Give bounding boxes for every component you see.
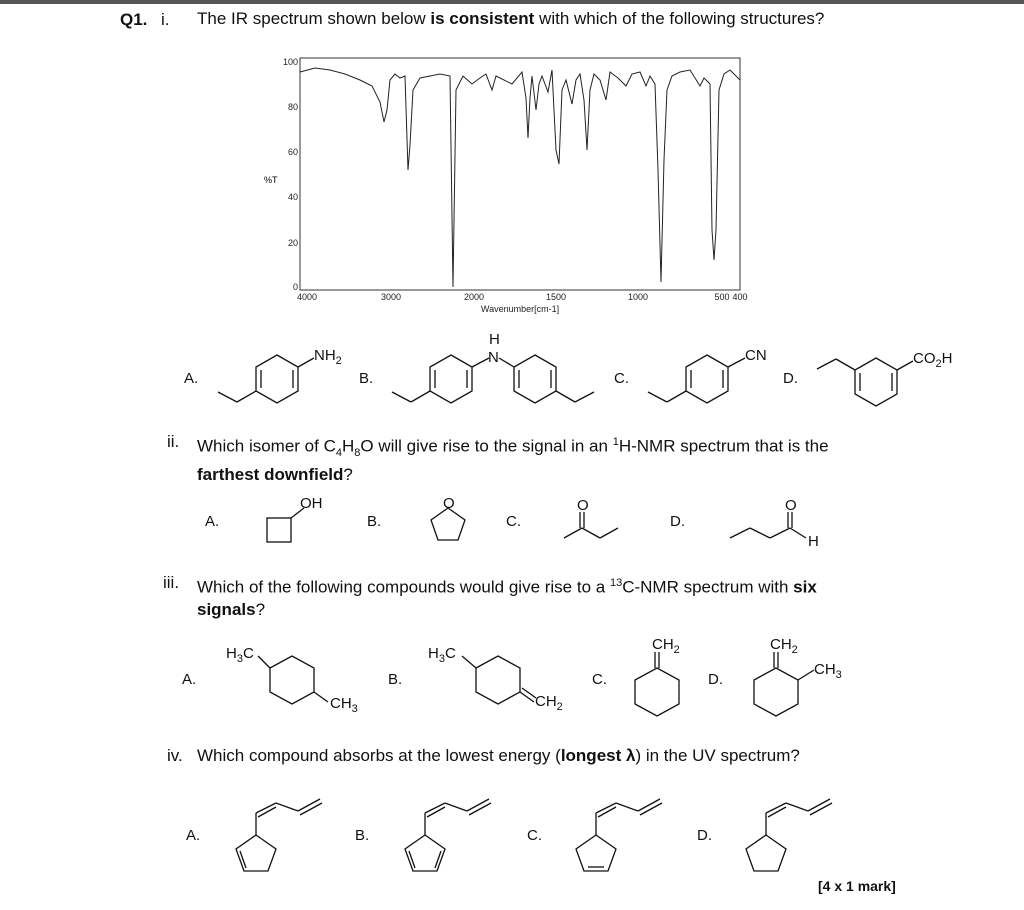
ir-x-tick: 400	[732, 292, 748, 302]
structure-a-cyclopentenyl-diene	[236, 799, 322, 871]
q2-option-c[interactable]: C.	[506, 513, 521, 530]
q1-option-d[interactable]: D.	[783, 370, 798, 387]
subquestion-i-number: i.	[161, 10, 170, 29]
structure-methylene-ethylcyclohexane	[754, 652, 814, 716]
structure-c-benzonitrile	[648, 355, 745, 403]
q3-option-a[interactable]: A.	[182, 671, 197, 688]
subquestion-ii-text: Which isomer of $C_4H_8O$ will give rise to the signal in an $^1$H-NMR spectrum that is the farthest downfield?	[197, 436, 829, 485]
structure-methylenecyclohexane-methyl	[462, 656, 536, 704]
subquestion-ii-number: ii.	[167, 432, 180, 451]
ir-spectrum	[260, 50, 750, 320]
ir-plot-frame	[300, 58, 740, 290]
label-h-aldehyde: H	[808, 533, 819, 550]
structure-a-benzene-amine	[218, 355, 314, 403]
label-nh2: $NH_2$	[314, 347, 342, 367]
q4-option-a[interactable]: A.	[186, 827, 201, 844]
ir-y-tick: 100	[282, 57, 298, 67]
ir-x-tick: 1500	[545, 292, 567, 302]
structure-d-cyclopentyl-diene	[746, 799, 832, 871]
label-ch2-d: $CH_2$	[770, 636, 798, 656]
structure-methylenecyclohexane	[635, 652, 679, 716]
label-ch2-c: $CH_2$	[652, 636, 680, 656]
structure-dimethylcyclohexane	[258, 656, 328, 704]
q4-structures	[0, 785, 1024, 880]
q1-option-b[interactable]: B.	[359, 370, 374, 387]
label-o-ketone: O	[577, 497, 589, 514]
q3-option-c[interactable]: C.	[592, 671, 607, 688]
page-top-border	[0, 0, 1024, 4]
ir-x-tick: 1000	[627, 292, 649, 302]
q2-option-a[interactable]: A.	[205, 513, 220, 530]
ir-y-tick: 40	[287, 192, 298, 202]
ir-y-tick: 80	[287, 102, 298, 112]
label-nh-n: N	[488, 349, 499, 366]
structure-c-cyclopentenyl-diene	[576, 799, 662, 871]
subquestion-i-text: The IR spectrum shown below is consistent with which of the following structures?	[197, 9, 825, 28]
label-oh: OH	[300, 495, 323, 512]
question-number: Q1.	[120, 10, 148, 29]
ir-x-tick: 4000	[296, 292, 318, 302]
q1-structures	[0, 320, 1024, 420]
structure-tetrahydrofuran	[431, 508, 465, 540]
structure-b-cyclopentadienyl-diene	[405, 799, 491, 871]
q2-structures	[0, 490, 1024, 560]
mark-allocation: [4 x 1 mark]	[818, 878, 896, 894]
q4-option-b[interactable]: B.	[355, 827, 370, 844]
subquestion-iv-number: iv.	[167, 746, 183, 765]
label-ch3-a: $CH_3$	[330, 695, 358, 715]
structure-d-benzoic-acid	[817, 358, 913, 406]
q1-option-c[interactable]: C.	[614, 370, 629, 387]
label-co2h: $CO_2H$	[913, 350, 953, 370]
label-h3c-a: $H_3C$	[226, 645, 254, 665]
q4-option-c[interactable]: C.	[527, 827, 542, 844]
ir-x-axis-label: Wavenumber[cm-1]	[480, 304, 560, 314]
structure-cyclobutylmethanol	[267, 508, 304, 542]
ir-x-tick: 2000	[463, 292, 485, 302]
ir-y-tick: 60	[287, 147, 298, 157]
q4-option-d[interactable]: D.	[697, 827, 712, 844]
subquestion-iii-text: Which of the following compounds would give rise to a $^{13}$C-NMR spectrum with six signals?	[197, 577, 817, 619]
label-nh-h: H	[489, 331, 500, 348]
structure-butanal	[730, 512, 806, 538]
q3-option-b[interactable]: B.	[388, 671, 403, 688]
q2-option-d[interactable]: D.	[670, 513, 685, 530]
structure-butanone	[564, 512, 618, 538]
subquestion-iv-text: Which compound absorbs at the lowest energy (longest λ) in the UV spectrum?	[197, 746, 800, 765]
label-h3c-b: $H_3C$	[428, 645, 456, 665]
q3-option-d[interactable]: D.	[708, 671, 723, 688]
ir-y-tick: 0	[292, 282, 298, 292]
label-cn: CN	[745, 347, 767, 364]
ir-y-axis-label: %T	[264, 175, 278, 185]
q2-option-b[interactable]: B.	[367, 513, 382, 530]
q1-option-a[interactable]: A.	[184, 370, 199, 387]
subquestion-iii-number: iii.	[163, 573, 180, 592]
label-ch3-d: $CH_3$	[814, 661, 842, 681]
label-o-ring: O	[443, 495, 455, 512]
label-o-aldehyde: O	[785, 497, 797, 514]
ir-spectrum-trace	[300, 68, 740, 287]
ir-x-tick: 500	[714, 292, 730, 302]
ir-x-tick: 3000	[380, 292, 402, 302]
ir-y-tick: 20	[287, 238, 298, 248]
q3-structures	[0, 630, 1024, 720]
label-ch2-b: $CH_2$	[535, 693, 563, 713]
